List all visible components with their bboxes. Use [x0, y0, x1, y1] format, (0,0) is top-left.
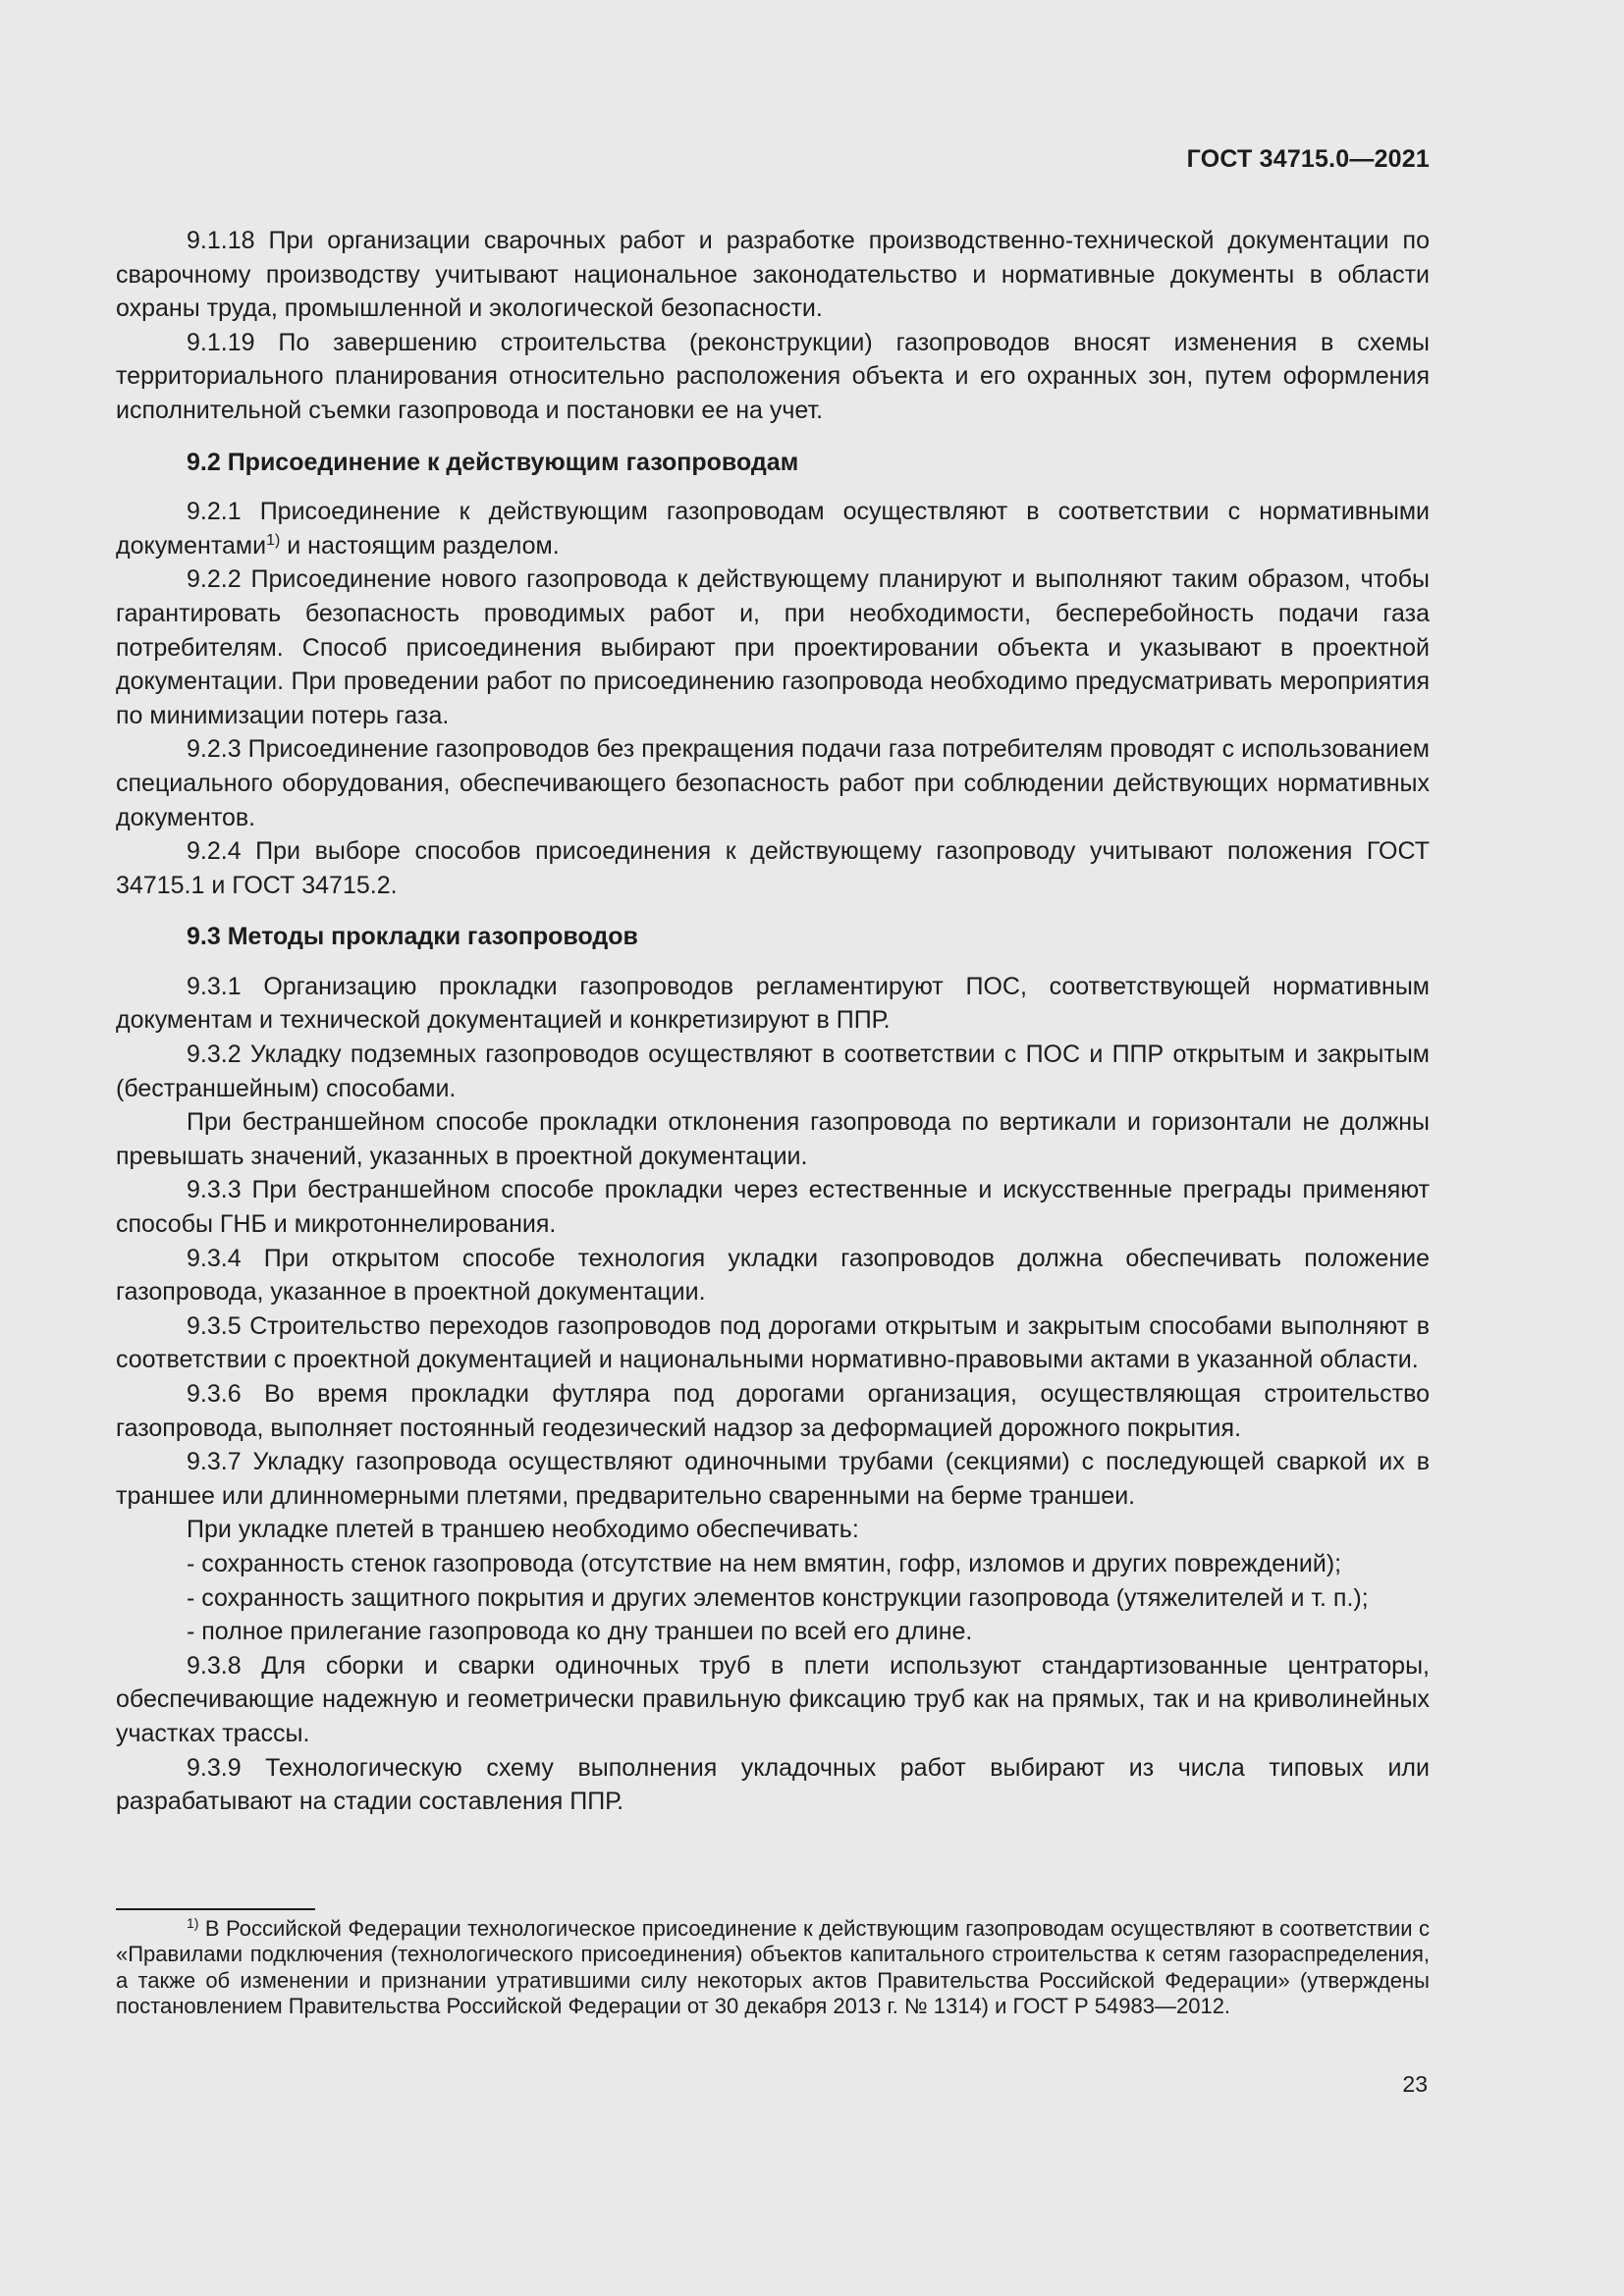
paragraph-9-2-3: 9.2.3 Присоединение газопроводов без прекращения подачи газа потребителям проводят с использованием специального оборудования, обеспечивающего безопасность работ при соблюдении действующих нормативных документов. — [116, 735, 1430, 831]
section-heading-9-2: 9.2 Присоединение к действующим газопроводам — [187, 448, 799, 476]
paragraph-9-2-1-text: 9.2.1 Присоединение к действующим газопроводам осуществляют в соответствии с нормативными документами — [116, 498, 1430, 560]
document-header-id: ГОСТ 34715.0—2021 — [1186, 145, 1430, 173]
paragraph-9-3-2: 9.3.2 Укладку подземных газопроводов осуществляют в соответствии с ПОС и ППР открытым и закрытым (бестраншейным) способами. — [116, 1041, 1430, 1102]
paragraph-9-1-18: 9.1.18 При организации сварочных работ и разработке производственно-технической документации по сварочному производству учитывают национальное законодательство и нормативные документы в области охраны труда, промышленной и экологической безопасности. — [116, 227, 1430, 323]
footnote-reference-mark: 1) — [266, 531, 281, 549]
paragraph-9-3-8: 9.3.8 Для сборки и сварки одиночных труб в плети используют стандартизованные центраторы, обеспечивающие надежную и геометрически правильную фиксацию труб как на прямых, так и на криволинейных участках трассы. — [116, 1651, 1430, 1747]
paragraph-9-2-1 — [116, 495, 1430, 562]
footnote — [116, 1916, 1430, 2019]
paragraph-9-2-2: 9.2.2 Присоединение нового газопровода к действующему планируют и выполняют таким образом, чтобы гарантировать безопасность проводимых работ и, при необходимости, бесперебойность подачи газа потребителям. Способ присоединения выбирают при проектировании объекта и указывают в проектной документации. При проведении работ по присоединению газопровода необходимо предусматривать мероприятия по минимизации потерь газа. — [116, 565, 1430, 729]
paragraph-9-1-19: 9.1.19 По завершению строительства (реконструкции) газопроводов вносят изменения в схемы территориального планирования относительно расположения объекта и его охранных зон, путем оформления исполнительной съемки газопровода и постановки ее на учет. — [116, 328, 1430, 424]
footnote-text — [116, 1916, 1430, 2019]
page-number: 23 — [1402, 2071, 1428, 2097]
footnote-divider — [116, 1908, 315, 1910]
paragraph-9-3-7: 9.3.7 Укладку газопровода осуществляют одиночными трубами (секциями) с последующей сваркой их в траншее или длинномерными плетями, предварительно сваренными на берме траншеи. — [116, 1448, 1430, 1510]
section-heading-9-3: 9.3 Методы прокладки газопроводов — [187, 923, 638, 951]
paragraph-9-3-3: 9.3.3 При бестраншейном способе прокладки через естественные и искусственные преграды применяют способы ГНБ и микротоннелирования. — [116, 1176, 1430, 1239]
paragraph-9-3-2-trenchless: При бестраншейном способе прокладки отклонения газопровода по вертикали и горизонтали не должны превышать значений, указанных в проектной документации. — [116, 1108, 1430, 1170]
paragraph-9-3-4: 9.3.4 При открытом способе технология укладки газопроводов должна обеспечивать положение газопровода, указанное в проектной документации. — [116, 1244, 1430, 1307]
list-item-fit: - полное прилегание газопровода ко дну траншеи по всей его длине. — [187, 1618, 973, 1646]
paragraph-9-3-5: 9.3.5 Строительство переходов газопроводов под дорогами открытым и закрытым способами выполняют в соответствии с проектной документацией и национальными нормативно-правовыми актами в указанной области. — [116, 1311, 1430, 1374]
paragraph-9-3-9: 9.3.9 Технологическую схему выполнения укладочных работ выбирают из числа типовых или разрабатывают на стадии составления ППР. — [116, 1753, 1430, 1816]
paragraph-9-3-7-intro: При укладке плетей в траншею необходимо обеспечивать: — [187, 1516, 859, 1544]
footnote-body: В Российской Федерации технологическое присоединение к действующим газопроводам осуществляют в соответствии с «Правилами подключения (технологического присоединения) объектов капитального строительства к сетям газораспределения, а также об изменении и признании утратившими силу некоторых актов Правительства Российской Федерации» (утверждены постановлением Правительства Российской Федерации от 30 декабря 2013 г. № 1314) и ГОСТ Р 54983—2012. — [116, 1916, 1430, 2018]
paragraph-9-3-6: 9.3.6 Во время прокладки футляра под дорогами организация, осуществляющая строительство газопровода, выполняет постоянный геодезический надзор за деформацией дорожного покрытия. — [116, 1380, 1430, 1442]
document-body — [116, 224, 1430, 1819]
paragraph-9-2-4: 9.2.4 При выборе способов присоединения к действующему газопроводу учитывают положения ГОСТ 34715.1 и ГОСТ 34715.2. — [116, 837, 1430, 899]
list-item-walls: - сохранность стенок газопровода (отсутствие на нем вмятин, гофр, изломов и других повреждений); — [187, 1549, 1342, 1577]
paragraph-9-3-1: 9.3.1 Организацию прокладки газопроводов регламентируют ПОС, соответствующей нормативным документам и технической документацией и конкретизируют в ППР. — [116, 972, 1430, 1035]
footnote-mark: 1) — [187, 1915, 199, 1931]
paragraph-9-2-1-text-end: и настоящим разделом. — [280, 531, 560, 560]
list-item-coating: - сохранность защитного покрытия и других элементов конструкции газопровода (утяжелителей и т. п.); — [187, 1583, 1369, 1612]
